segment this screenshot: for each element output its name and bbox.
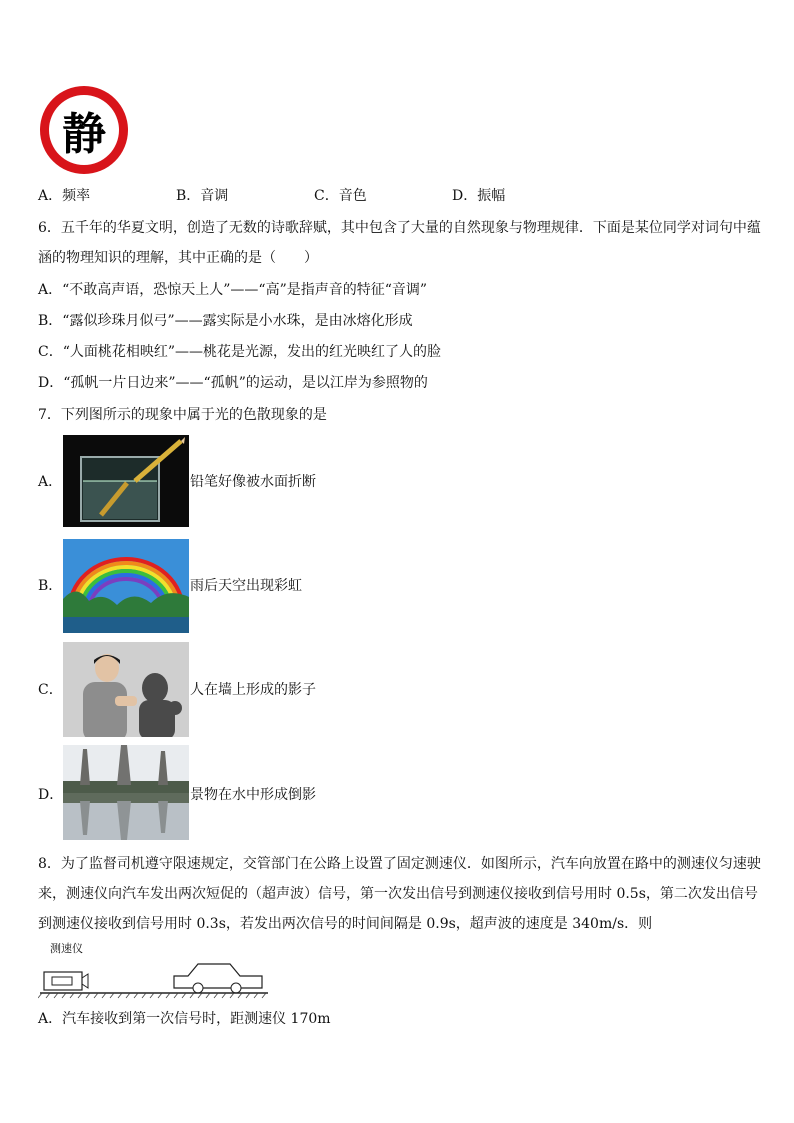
pencil-in-water-image <box>63 435 189 527</box>
shadow-on-wall-image <box>63 642 189 737</box>
q7-option-d-caption: 景物在水中形成倒影 <box>190 787 316 803</box>
q7-option-a-caption: 铅笔好像被水面折断 <box>190 474 316 490</box>
q7-option-c-letter: C． <box>38 682 63 698</box>
quiet-sign-character: 静 <box>49 95 119 165</box>
q5-option-c: C．音色 <box>314 188 367 204</box>
q6-stem-line2: 涵的物理知识的理解，其中正确的是（ ） <box>38 250 318 266</box>
q5-option-d: D．振幅 <box>452 188 506 204</box>
q7-option-d-letter: D． <box>38 787 64 803</box>
q6-stem-line1: 6．五千年的华夏文明，创造了无数的诗歌辞赋，其中包含了大量的自然现象与物理规律．下面是某位同学对词句中蕴 <box>38 220 761 236</box>
q8-option-a: A．汽车接收到第一次信号时，距测速仪 170m <box>38 1011 331 1027</box>
q6-option-d: D．“孤帆一片日边来”——“孤帆”的运动，是以江岸为参照物的 <box>38 375 428 391</box>
quiet-sign-image <box>40 86 128 174</box>
q8-stem-line2: 来，测速仪向汽车发出两次短促的（超声波）信号，第一次发出信号到测速仪接收到信号用时 0.5s，第二次发出信号 <box>38 886 758 902</box>
speed-detector-diagram <box>38 942 270 1000</box>
q5-option-a: A．频率 <box>38 188 91 204</box>
q7-option-c-caption: 人在墙上形成的影子 <box>190 682 316 698</box>
reflection-pagodas-image <box>63 745 189 840</box>
q7-option-b-letter: B． <box>38 578 63 594</box>
q6-option-b: B．“露似珍珠月似弓”——露实际是小水珠，是由冰熔化形成 <box>38 313 413 329</box>
q8-stem-line3: 到测速仪接收到信号用时 0.3s，若发出两次信号的时间间隔是 0.9s，超声波的速度是 340m/s．则 <box>38 916 653 932</box>
q6-option-a: A．“不敢高声语，恐惊天上人”——“高”是指声音的特征“音调” <box>38 282 428 298</box>
q7-option-b-caption: 雨后天空出现彩虹 <box>190 578 302 594</box>
q6-option-c: C．“人面桃花相映红”——桃花是光源，发出的红光映红了人的脸 <box>38 344 442 360</box>
q7-stem: 7．下列图所示的现象中属于光的色散现象的是 <box>38 407 327 423</box>
diagram-label: 测速仪 <box>50 942 83 955</box>
q5-option-b: B．音调 <box>176 188 229 204</box>
q7-option-a-letter: A． <box>38 474 63 490</box>
q8-stem-line1: 8．为了监督司机遵守限速规定，交管部门在公路上设置了固定测速仪．如图所示，汽车向放置在路中的测速仪匀速驶 <box>38 856 761 872</box>
rainbow-image <box>63 539 189 633</box>
